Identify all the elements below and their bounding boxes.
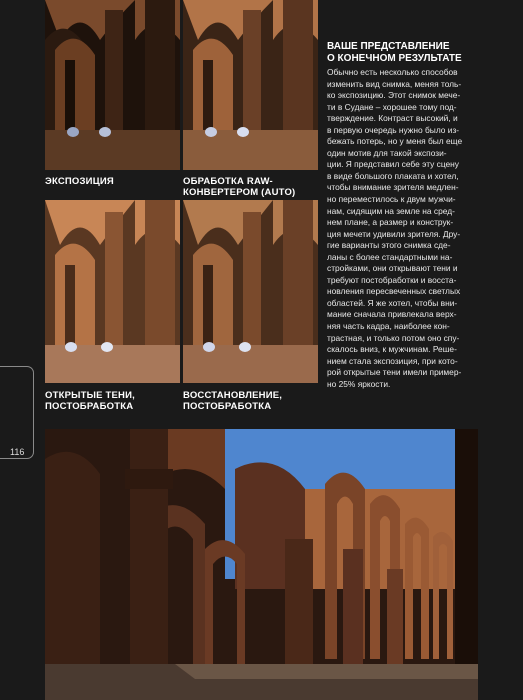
body-line: ко экспозицию. Этот снимок мече- bbox=[327, 90, 461, 101]
body-line: мание сначала привлекала верх- bbox=[327, 309, 457, 320]
body-line: стройками, они открывают тени и bbox=[327, 263, 458, 274]
caption-recovery: ВОССТАНОВЛЕНИЕ, ПОСТОБРАБОТКА bbox=[183, 390, 283, 412]
body-line: изменить вид снимка, меняя толь- bbox=[327, 78, 462, 89]
caption-exposure: ЭКСПОЗИЦИЯ bbox=[45, 176, 114, 187]
body-line: ция мечети удивили зрителя. Дру- bbox=[327, 228, 461, 239]
body-line: гие варианты этого снимка сде- bbox=[327, 240, 451, 251]
body-line: рой открытые тени имели пример- bbox=[327, 367, 462, 378]
body-line: трастная, и только потом оно спу- bbox=[327, 332, 460, 343]
body-line: областей. Я же хотел, чтобы вни- bbox=[327, 297, 458, 308]
page-tab bbox=[0, 366, 34, 459]
body-line: нам, сидящим на земле на сред- bbox=[327, 205, 455, 216]
thumbnail-recovery bbox=[183, 200, 318, 383]
sidebar-title: ВАШЕ ПРЕДСТАВЛЕНИЕ О КОНЕЧНОМ РЕЗУЛЬТАТЕ bbox=[327, 41, 462, 64]
body-line: новления пересвеченных светлых bbox=[327, 286, 461, 297]
body-line: нем плане, а размер и конструк- bbox=[327, 217, 454, 228]
mosque-photo bbox=[45, 429, 478, 700]
thumbnail-raw-auto bbox=[183, 0, 318, 170]
body-line: в первую очередь нужно было из- bbox=[327, 124, 460, 135]
mosque-photo bbox=[183, 200, 318, 383]
sidebar-body bbox=[327, 67, 519, 390]
body-line: бежать потерь, но у меня был еще bbox=[327, 136, 463, 147]
main-photo bbox=[45, 429, 478, 700]
body-line: няя часть кадра, наиболее кон- bbox=[327, 321, 450, 332]
body-line: тверждение. Контраст высокий, и bbox=[327, 113, 458, 124]
mosque-photo bbox=[183, 0, 318, 170]
mosque-photo bbox=[45, 200, 180, 383]
thumbnail-exposure bbox=[45, 0, 180, 170]
body-line: ти в Судане – хорошее тому под- bbox=[327, 101, 457, 112]
body-line: ланы с более стандартными на- bbox=[327, 251, 453, 262]
body-line: Обычно есть несколько способов bbox=[327, 67, 458, 77]
page-number: 116 bbox=[10, 447, 25, 457]
caption-raw-auto: ОБРАБОТКА RAW- КОНВЕРТЕРОМ (AUTO) bbox=[183, 176, 296, 198]
body-line: чтобы внимание зрителя медлен- bbox=[327, 182, 459, 193]
body-line: скалось вниз, к мужчинам. Реше- bbox=[327, 344, 457, 355]
body-line: нием стала экспозиция, при кото- bbox=[327, 355, 458, 366]
caption-open-shadows: ОТКРЫТЫЕ ТЕНИ, ПОСТОБРАБОТКА bbox=[45, 390, 135, 412]
body-line: но 25% яркости. bbox=[327, 378, 391, 389]
body-line: один мотив для такой экспози- bbox=[327, 147, 447, 158]
body-line: но переместилось к двум мужчи- bbox=[327, 194, 456, 205]
body-line: в виде большого плаката и хотел, bbox=[327, 170, 459, 181]
mosque-photo bbox=[45, 0, 180, 170]
body-line: требуют постобработки и восста- bbox=[327, 274, 457, 285]
body-line: ции. Я представил себе эту сцену bbox=[327, 159, 459, 170]
thumbnail-open-shadows bbox=[45, 200, 180, 383]
